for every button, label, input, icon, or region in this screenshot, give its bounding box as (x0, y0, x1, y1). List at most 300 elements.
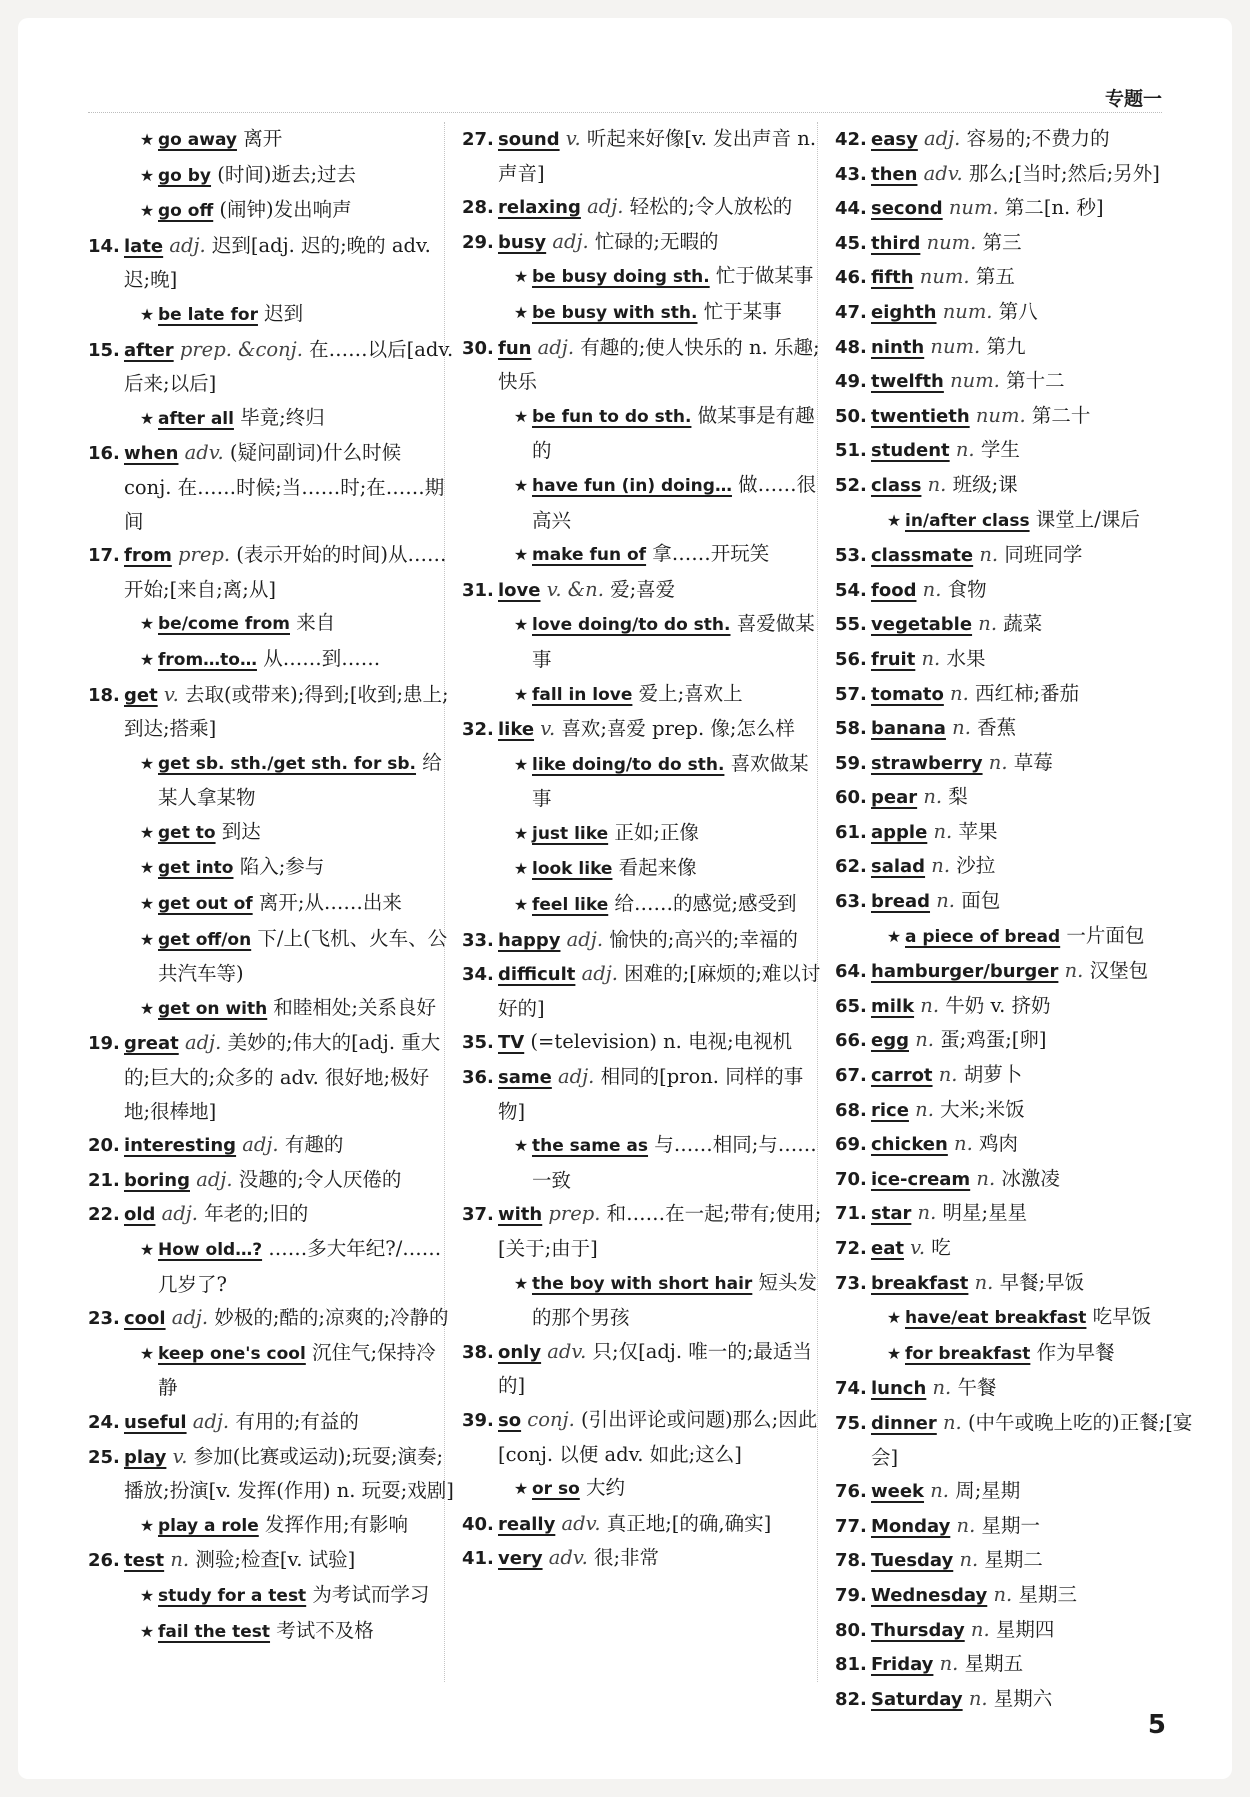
entry-number: 22. (88, 1204, 120, 1226)
part-of-speech: v. (910, 1236, 926, 1259)
headword: class (871, 474, 922, 496)
phrase-text: be busy with sth. (532, 302, 698, 323)
phrase-text: fail the test (158, 1621, 271, 1642)
vocab-column-1 (88, 122, 454, 1649)
phrase-entry (88, 297, 454, 333)
vocab-entry (835, 433, 1201, 468)
definition: 容易的;不费力的 (966, 127, 1110, 150)
part-of-speech: adj. (587, 195, 624, 219)
headword: salad (871, 856, 926, 878)
phrase-entry (88, 922, 454, 991)
headword: then (871, 163, 918, 185)
part-of-speech: n. (956, 1513, 976, 1537)
definition: 有趣的;使人快乐的 n. 乐趣;快乐 (498, 335, 820, 394)
definition: 有用的;有益的 (235, 1409, 359, 1433)
part-of-speech: adv. (561, 1511, 601, 1535)
definition: 第二十 (1031, 403, 1091, 427)
part-of-speech: adj. (566, 927, 604, 951)
vocab-entry (462, 1335, 828, 1403)
vocab-entry (462, 122, 828, 190)
headword: Tuesday (871, 1550, 954, 1572)
headword: fun (498, 337, 532, 359)
headword: Monday (871, 1515, 951, 1537)
entry-number: 38. (462, 1341, 494, 1363)
definition: 胡萝卜 (963, 1063, 1023, 1087)
star-icon: ★ (513, 615, 529, 635)
vocab-entry (835, 573, 1201, 608)
phrase-meaning: 与……相同;与……一致 (532, 1133, 817, 1192)
star-icon: ★ (139, 165, 155, 185)
phrase-text: be late for (158, 304, 258, 325)
headword: really (498, 1513, 556, 1535)
phrase-entry (462, 1266, 828, 1335)
entry-number: 30. (462, 337, 494, 359)
vocab-entry (88, 1301, 454, 1336)
part-of-speech: n. (933, 819, 953, 843)
entry-number: 73. (835, 1272, 867, 1294)
definition: 苹果 (958, 819, 998, 843)
part-of-speech: n. (1064, 959, 1084, 983)
entry-number: 44. (835, 198, 867, 220)
definition: 美妙的;伟大的[adj. 重大的;巨大的;众多的 adv. 很好地;极好地;很棒地] (124, 1031, 441, 1123)
entry-number: 37. (462, 1204, 494, 1226)
star-icon: ★ (513, 302, 529, 322)
vocab-entry (88, 1405, 454, 1440)
star-icon: ★ (139, 822, 155, 842)
definition: 早餐;早饭 (999, 1270, 1085, 1294)
phrase-meaning: 一片面包 (1066, 923, 1145, 947)
part-of-speech: prep. (548, 1202, 601, 1226)
phrase-meaning: 喜欢做某事 (532, 751, 809, 811)
vocab-entry (835, 711, 1201, 746)
vocab-entry (835, 399, 1201, 434)
phrase-entry (88, 1508, 454, 1544)
headword: relaxing (498, 197, 581, 219)
headword: so (498, 1409, 522, 1431)
phrase-meaning: 做某事是有趣的 (532, 403, 815, 463)
headword: happy (498, 929, 561, 951)
headword: rice (871, 1099, 909, 1121)
entry-number: 52. (835, 474, 867, 496)
definition: 第十二 (1006, 369, 1065, 393)
phrase-meaning: 课堂上/课后 (1035, 507, 1140, 531)
part-of-speech: adj. (558, 1065, 595, 1089)
phrase-meaning: 离开 (243, 127, 283, 150)
vocab-entry (835, 1371, 1201, 1406)
entry-number: 76. (835, 1481, 867, 1503)
vocab-column-3 (835, 122, 1201, 1716)
vocab-entry (88, 1163, 454, 1198)
part-of-speech: n. (917, 1201, 937, 1225)
definition: 第八 (998, 299, 1038, 323)
part-of-speech: adj. (184, 1031, 222, 1055)
phrase-meaning: 给某人拿某物 (158, 750, 442, 810)
phrase-entry (462, 1471, 828, 1507)
part-of-speech: v. (172, 1444, 188, 1468)
headword: test (124, 1550, 165, 1572)
part-of-speech: n. (988, 750, 1008, 774)
part-of-speech: n. (974, 1270, 994, 1294)
headword: from (124, 545, 172, 567)
phrase-meaning: 迟到 (264, 301, 304, 325)
definition: 星期二 (984, 1548, 1043, 1572)
definition: (表示开始的时间)从……开始;[来自;离;从] (124, 543, 447, 601)
definition: 蛋;鸡蛋;[卵] (940, 1028, 1047, 1052)
headword: hamburger/burger (871, 961, 1059, 983)
part-of-speech: adv. (923, 161, 963, 185)
part-of-speech: adj. (192, 1409, 230, 1433)
definition: 听起来好像[v. 发出声音 n. 声音] (498, 127, 817, 185)
star-icon: ★ (513, 475, 529, 495)
part-of-speech: num. (919, 265, 970, 289)
phrase-text: be fun to do sth. (532, 406, 692, 427)
vocab-entry (835, 1613, 1201, 1648)
headword: sound (498, 129, 560, 150)
definition: 汉堡包 (1089, 959, 1149, 983)
headword: boring (124, 1169, 190, 1191)
vocab-entry (835, 1093, 1201, 1128)
part-of-speech: n. (959, 1548, 979, 1572)
entry-number: 65. (835, 995, 867, 1017)
section-title: 专题一 (1104, 88, 1162, 110)
entry-number: 42. (835, 129, 867, 150)
entry-number: 70. (835, 1168, 867, 1190)
part-of-speech: n. (950, 681, 969, 705)
phrase-meaning: 陷入;参与 (239, 855, 325, 879)
entry-number: 53. (835, 545, 867, 567)
headword: great (124, 1033, 179, 1055)
headword: ice-cream (871, 1168, 971, 1190)
star-icon: ★ (886, 1343, 902, 1363)
vocab-entry (835, 815, 1201, 850)
phrase-text: make fun of (532, 545, 647, 566)
part-of-speech: n. (979, 543, 999, 567)
headword: food (871, 579, 917, 601)
part-of-speech: conj. (527, 1407, 575, 1431)
entry-number: 29. (462, 231, 494, 253)
definition: 草莓 (1013, 750, 1053, 774)
headword: chicken (871, 1134, 948, 1156)
definition: 没趣的;令人厌倦的 (238, 1167, 402, 1191)
phrase-text: fall in love (532, 684, 633, 705)
headword: interesting (124, 1135, 237, 1157)
part-of-speech: n. (920, 993, 940, 1017)
star-icon: ★ (513, 1273, 529, 1293)
vocab-entry (88, 229, 454, 297)
entry-number: 72. (835, 1238, 867, 1259)
vocab-entry (835, 1266, 1201, 1301)
phrase-entry (462, 399, 828, 468)
definition: 爱;喜爱 (610, 577, 676, 601)
definition: 沙拉 (956, 854, 996, 878)
phrase-entry (462, 851, 828, 887)
star-icon: ★ (139, 408, 155, 428)
entry-number: 33. (462, 929, 494, 951)
vocab-entry (88, 1197, 454, 1232)
phrase-entry (88, 746, 454, 815)
definition: 和……在一起;带有;使用;[关于;由于] (498, 1202, 822, 1260)
definition: 星期六 (993, 1686, 1053, 1710)
definition: (疑问副词)什么时候 conj. 在……时候;当……时;在……期间 (124, 441, 445, 533)
definition: 鸡肉 (979, 1132, 1019, 1156)
vocab-entry (462, 1025, 828, 1060)
part-of-speech: n. (939, 1652, 959, 1676)
entry-number: 34. (462, 964, 494, 986)
definition: 星期五 (964, 1652, 1024, 1676)
part-of-speech: n. (952, 716, 971, 740)
entry-number: 19. (88, 1033, 120, 1055)
star-icon: ★ (513, 754, 529, 774)
definition: 相同的[pron. 同样的事物] (498, 1065, 804, 1123)
phrase-meaning: 毕竟;终归 (240, 405, 325, 429)
entry-number: 74. (835, 1378, 867, 1400)
definition: 去取(或带来);得到;[收到;患上;到达;搭乘] (124, 682, 449, 741)
vocab-entry (88, 333, 454, 401)
entry-number: 58. (835, 718, 867, 740)
vocab-entry (835, 1231, 1201, 1266)
phrase-meaning: 考试不及格 (276, 1618, 374, 1642)
star-icon: ★ (886, 1308, 902, 1328)
phrase-meaning: 忙于某事 (703, 299, 782, 323)
definition: 第二[n. 秒] (1004, 196, 1104, 220)
phrase-text: get into (158, 858, 234, 879)
phrase-entry (88, 606, 454, 642)
definition: 很;非常 (593, 1546, 660, 1570)
vocab-entry (462, 1507, 828, 1542)
entry-number: 20. (88, 1135, 120, 1157)
entry-number: 71. (835, 1203, 867, 1225)
entry-number: 77. (835, 1515, 867, 1537)
phrase-entry (88, 886, 454, 922)
star-icon: ★ (513, 859, 529, 879)
star-icon: ★ (513, 823, 529, 843)
headword: difficult (498, 964, 576, 986)
phrase-entry (462, 677, 828, 713)
vocab-entry (462, 957, 828, 1025)
phrase-entry (88, 401, 454, 437)
headword: egg (871, 1030, 909, 1052)
part-of-speech: n. (927, 472, 947, 496)
star-icon: ★ (139, 201, 155, 221)
star-icon: ★ (139, 614, 155, 634)
entry-number: 60. (835, 787, 867, 809)
definition: 西红柿;番茄 (975, 681, 1080, 705)
phrase-text: in/after class (905, 510, 1030, 531)
phrase-entry (88, 158, 454, 194)
definition: 困难的;[麻烦的;难以讨好的] (498, 962, 821, 1020)
headword: only (498, 1341, 542, 1363)
part-of-speech: adv. (184, 441, 224, 465)
part-of-speech: adj. (169, 233, 206, 257)
headword: bread (871, 891, 931, 913)
headword: milk (871, 995, 915, 1017)
phrase-entry (462, 295, 828, 331)
headword: ninth (871, 336, 925, 358)
phrase-entry (88, 991, 454, 1027)
phrase-entry (88, 1578, 454, 1614)
definition: 妙极的;酷的;凉爽的;冷静的 (214, 1306, 449, 1330)
phrase-text: have/eat breakfast (905, 1308, 1087, 1329)
phrase-meaning: 爱上;喜欢上 (638, 681, 743, 705)
phrase-text: get off/on (158, 929, 252, 950)
entry-number: 36. (462, 1067, 494, 1089)
phrase-entry (462, 259, 828, 295)
part-of-speech: v. (540, 717, 556, 741)
headword: Thursday (871, 1619, 965, 1641)
headword: third (871, 232, 921, 254)
part-of-speech: n. (915, 1097, 934, 1121)
headword: very (498, 1548, 543, 1570)
phrase-text: play a role (158, 1515, 259, 1536)
entry-number: 64. (835, 961, 867, 983)
entry-number: 24. (88, 1411, 120, 1433)
phrase-text: get on with (158, 998, 268, 1019)
star-icon: ★ (513, 545, 529, 565)
part-of-speech: n. (942, 1410, 962, 1434)
part-of-speech: adj. (552, 229, 589, 253)
headword: Saturday (871, 1688, 963, 1710)
part-of-speech: num. (950, 369, 1000, 393)
phrase-text: or so (532, 1479, 580, 1500)
part-of-speech: v. &n. (546, 577, 604, 601)
part-of-speech: adv. (548, 1546, 588, 1570)
part-of-speech: adj. (196, 1167, 233, 1191)
part-of-speech: num. (926, 230, 977, 254)
part-of-speech: n. (930, 1479, 949, 1503)
vocab-entry (88, 678, 454, 746)
entry-number: 23. (88, 1308, 120, 1330)
entry-number: 39. (462, 1409, 494, 1431)
phrase-entry (462, 887, 828, 923)
definition: 那么;[当时;然后;另外] (968, 161, 1160, 185)
phrase-text: just like (532, 823, 609, 844)
part-of-speech: n. (915, 1028, 934, 1052)
headword: star (871, 1203, 912, 1225)
entry-number: 32. (462, 719, 494, 741)
definition: 蔬菜 (1003, 612, 1043, 636)
phrase-text: be/come from (158, 614, 290, 635)
star-icon: ★ (139, 304, 155, 324)
vocab-entry (835, 1682, 1201, 1717)
entry-number: 15. (88, 339, 120, 361)
part-of-speech: n. (922, 577, 942, 601)
definition: 第九 (986, 334, 1026, 358)
entry-number: 80. (835, 1619, 867, 1641)
star-icon: ★ (886, 510, 902, 530)
phrase-meaning: 下/上(飞机、火车、公共汽车等) (158, 926, 448, 986)
definition: 喜欢;喜爱 prep. 像;怎么样 (561, 717, 795, 741)
phrase-entry (88, 815, 454, 851)
vocab-entry (835, 1543, 1201, 1578)
phrase-text: study for a test (158, 1585, 307, 1606)
vocab-entry (88, 436, 454, 538)
definition: 参加(比赛或运动);玩耍;演奏;播放;扮演[v. 发挥(作用) n. 玩耍;戏剧] (124, 1444, 454, 1503)
phrase-meaning: 短头发的那个男孩 (532, 1270, 818, 1330)
headword: vegetable (871, 614, 973, 636)
entry-number: 43. (835, 163, 867, 185)
vocab-entry (462, 1541, 828, 1576)
vocab-entry (835, 191, 1201, 226)
definition: 牛奶 v. 挤奶 (945, 993, 1051, 1017)
definition: 吃 (931, 1236, 951, 1259)
phrase-text: for breakfast (905, 1343, 1031, 1364)
headword: classmate (871, 545, 974, 567)
definition: (引出评论或问题)那么;因此[conj. 以便 adv. 如此;这么] (498, 1407, 818, 1466)
phrase-text: love doing/to do sth. (532, 615, 731, 636)
headword: fifth (871, 267, 914, 289)
phrase-text: the boy with short hair (532, 1273, 753, 1294)
phrase-text: keep one's cool (158, 1343, 306, 1364)
star-icon: ★ (886, 926, 902, 946)
phrase-entry (88, 1232, 454, 1301)
phrase-entry (462, 816, 828, 852)
vocab-entry (835, 1196, 1201, 1231)
phrase-meaning: 和睦相处;关系良好 (273, 995, 436, 1019)
definition: 香蕉 (977, 716, 1017, 740)
vocab-entry (835, 468, 1201, 503)
phrase-text: How old…? (158, 1240, 263, 1260)
entry-number: 28. (462, 197, 494, 219)
star-icon: ★ (139, 753, 155, 773)
part-of-speech: prep. &conj. (179, 337, 303, 361)
vocab-entry (835, 849, 1201, 884)
vocab-entry (462, 573, 828, 608)
entry-number: 69. (835, 1134, 867, 1156)
definition: 忙碌的;无暇的 (594, 229, 719, 253)
phrase-text: get out of (158, 894, 253, 915)
star-icon: ★ (513, 406, 529, 426)
definition: 梨 (948, 785, 968, 809)
phrase-text: from…to… (158, 649, 257, 670)
headword: Wednesday (871, 1584, 988, 1606)
definition: 迟到[adj. 迟的;晚的 adv. 迟;晚] (124, 233, 431, 292)
star-icon: ★ (139, 858, 155, 878)
definition: 同班同学 (1004, 543, 1083, 567)
phrase-text: go away (158, 130, 237, 150)
part-of-speech: n. (938, 1063, 958, 1087)
phrase-entry (835, 1336, 1201, 1372)
phrase-meaning: 大约 (585, 1476, 625, 1500)
vocab-entry (835, 989, 1201, 1024)
phrase-entry (835, 919, 1201, 955)
vocab-entry (835, 226, 1201, 261)
entry-number: 56. (835, 648, 867, 670)
definition: 食物 (947, 577, 987, 601)
vocab-entry (835, 1578, 1201, 1613)
vocab-entry (835, 954, 1201, 989)
headword: Friday (871, 1654, 934, 1676)
part-of-speech: n. (970, 1617, 990, 1641)
header-divider (88, 112, 1162, 113)
phrase-text: be busy doing sth. (532, 267, 710, 288)
entry-number: 49. (835, 371, 867, 393)
vocab-entry (835, 364, 1201, 399)
phrase-entry (88, 1336, 454, 1405)
phrase-meaning: (时间)逝去;过去 (217, 162, 357, 186)
entry-number: 26. (88, 1550, 120, 1572)
definition: 学生 (980, 438, 1020, 462)
headword: same (498, 1067, 552, 1089)
vocab-entry (462, 1403, 828, 1471)
headword: love (498, 579, 541, 601)
entry-number: 59. (835, 752, 867, 774)
phrase-meaning: 看起来像 (618, 856, 697, 880)
vocab-entry (835, 260, 1201, 295)
phrase-meaning: 离开;从……出来 (258, 891, 402, 915)
phrase-meaning: 做……很高兴 (532, 472, 817, 532)
part-of-speech: num. (930, 334, 981, 358)
entry-number: 14. (88, 235, 120, 257)
